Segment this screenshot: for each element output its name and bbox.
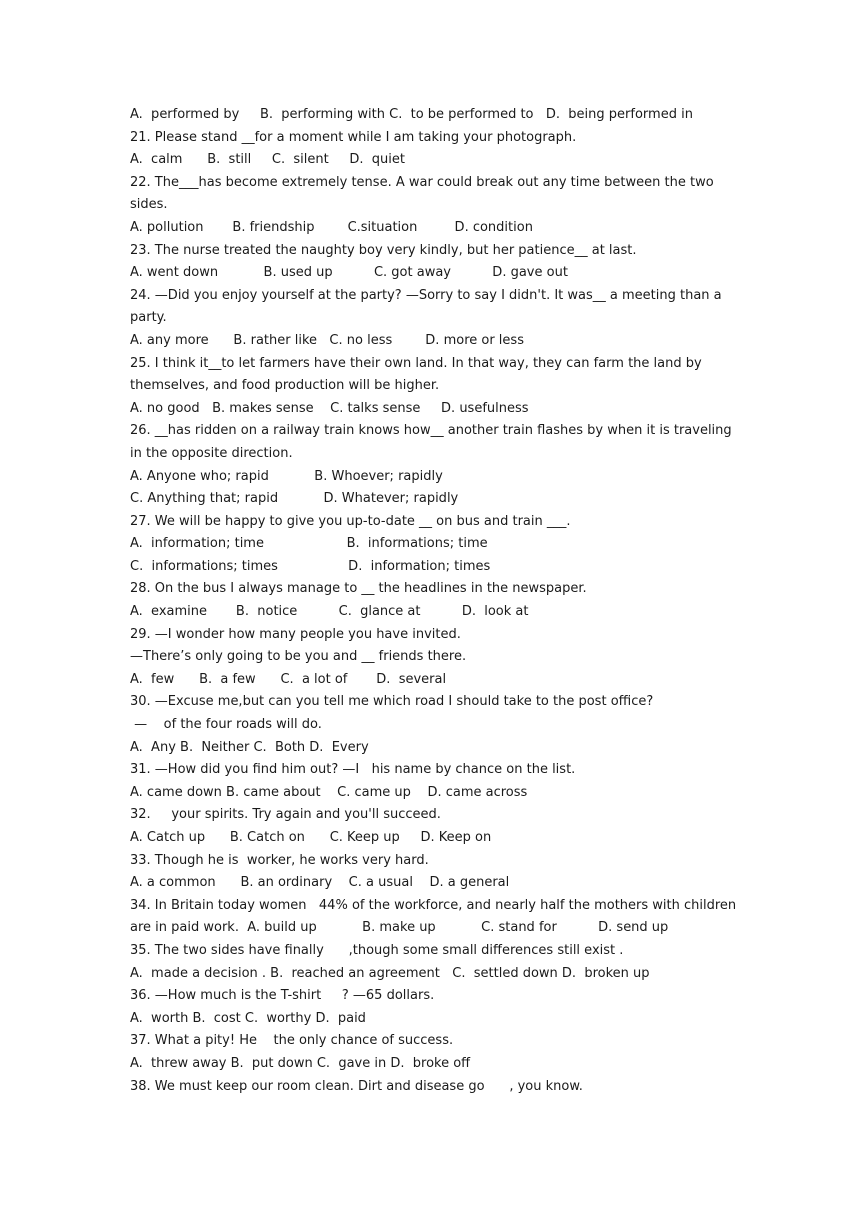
text-line: A. a common B. an ordinary C. a usual D. a general [130, 875, 510, 891]
text-line: 29. —I wonder how many people you have invited. [130, 626, 461, 642]
text-line: 34. In Britain today women 44% of the workforce, and nearly half the mothers with children [130, 897, 737, 913]
text-line: A. examine B. notice C. glance at D. look at [130, 604, 529, 620]
text-line: —There’s only going to be you and __ friends there. [130, 649, 467, 665]
text-line: are in paid work. A. build up B. make up C. stand for D. send up [130, 920, 669, 936]
text-line: C. Anything that; rapid D. Whatever; rapidly [130, 491, 459, 507]
text-line: 31. —How did you find him out? —I his name by chance on the list. [130, 762, 576, 778]
text-line: 23. The nurse treated the naughty boy very kindly, but her patience__ at last. [130, 242, 637, 258]
text-line: 32. your spirits. Try again and you'll succeed. [130, 807, 441, 823]
text-line: 28. On the bus I always manage to __ the headlines in the newspaper. [130, 581, 587, 597]
text-line: A. any more B. rather like C. no less D. more or less [130, 332, 524, 348]
text-line: A. Anyone who; rapid B. Whoever; rapidly [130, 468, 443, 484]
text-line: A. calm B. still C. silent D. quiet [130, 152, 405, 168]
text-line: A. performed by B. performing with C. to be performed to D. being performed in [130, 107, 693, 122]
text-line: A. no good B. makes sense C. talks sense D. usefulness [130, 400, 529, 416]
text-line: A. pollution B. friendship C.situation D. condition [130, 219, 533, 235]
text-line: A. threw away B. put down C. gave in D. broke off [130, 1055, 471, 1071]
text-line: 22. The___has become extremely tense. A war could break out any time between the two [130, 174, 714, 190]
text-line: A. information; time B. informations; time [130, 536, 488, 552]
text-line: 25. I think it__to let farmers have their own land. In that way, they can farm the land by [130, 355, 702, 371]
text-line: 33. Though he is worker, he works very hard. [130, 852, 429, 868]
text-line: A. made a decision . B. reached an agreement C. settled down D. broken up [130, 965, 650, 981]
text-line: 35. The two sides have finally ,though some small differences still exist . [130, 942, 624, 958]
text-line: 21. Please stand __for a moment while I am taking your photograph. [130, 129, 577, 145]
text-line: A. worth B. cost C. worthy D. paid [130, 1010, 366, 1026]
text-line: A. went down B. used up C. got away D. gave out [130, 265, 568, 281]
text-line: in the opposite direction. [130, 445, 293, 461]
text-line: 38. We must keep our room clean. Dirt and disease go , you know. [130, 1078, 583, 1094]
text-line: — of the four roads will do. [130, 717, 322, 733]
text-line: themselves, and food production will be higher. [130, 378, 440, 394]
text-line: 24. —Did you enjoy yourself at the party? —Sorry to say I didn't. It was__ a meeting than a [130, 287, 722, 303]
text-line: 26. __has ridden on a railway train knows how__ another train flashes by when it is traveling [130, 423, 732, 439]
text-line: 36. —How much is the T-shirt ? —65 dollars. [130, 988, 435, 1004]
text-line: 30. —Excuse me,but can you tell me which road I should take to the post office? [130, 694, 654, 710]
text-line: A. Any B. Neither C. Both D. Every [130, 739, 369, 755]
document-text [130, 104, 750, 1098]
text-line: 27. We will be happy to give you up-to-date __ on bus and train ___. [130, 513, 571, 529]
text-line: A. came down B. came about C. came up D. came across [130, 784, 528, 800]
text-line: C. informations; times D. information; times [130, 558, 491, 574]
text-line: party. [130, 310, 167, 326]
text-line: A. Catch up B. Catch on C. Keep up D. Keep on [130, 830, 492, 845]
text-line: sides. [130, 197, 168, 213]
text-line: A. few B. a few C. a lot of D. several [130, 671, 447, 687]
text-line: 37. What a pity! He the only chance of success. [130, 1033, 454, 1049]
